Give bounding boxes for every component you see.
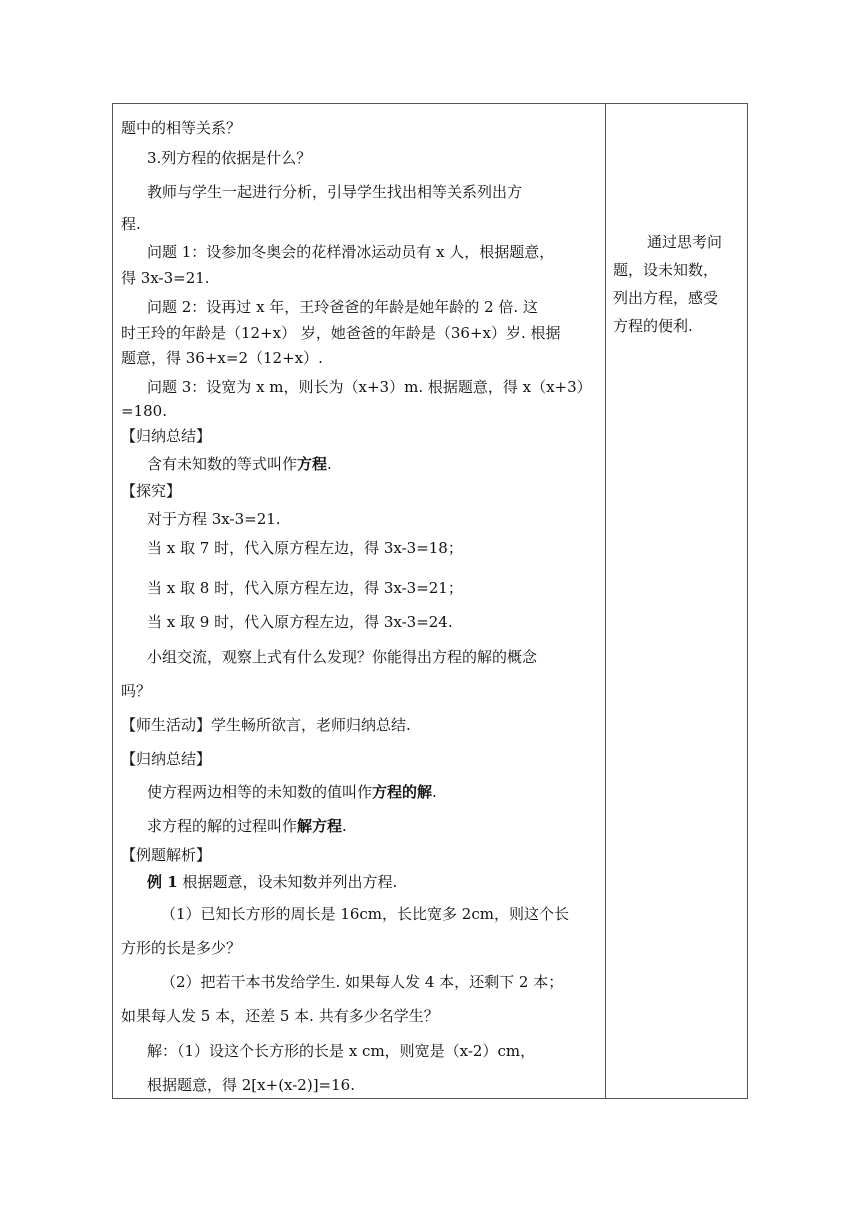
section-heading: 【探究】 bbox=[121, 482, 182, 500]
side-note-line: 方程的便利. bbox=[613, 317, 693, 335]
definition-line: 使方程两边相等的未知数的值叫作方程的解. bbox=[147, 783, 437, 801]
text-line: 当 x 取 9 时，代入原方程左边，得 3x-3=24. bbox=[147, 613, 453, 631]
text-line: 【师生活动】学生畅所欲言，老师归纳总结. bbox=[121, 716, 411, 734]
definition-line: 含有未知数的等式叫作方程. bbox=[147, 455, 332, 473]
text-line: 根据题意，得 2[x+(x-2)]=16. bbox=[147, 1076, 355, 1094]
side-note-line: 题，设未知数， bbox=[613, 261, 719, 279]
text-line: （1）已知长方形的周长是 16cm，长比宽多 2cm，则这个长 bbox=[161, 905, 569, 923]
example-label: 例 1 bbox=[147, 873, 178, 891]
text-line: 当 x 取 7 时，代入原方程左边，得 3x-3=18； bbox=[147, 539, 463, 557]
text-line: =180. bbox=[121, 402, 167, 420]
term-solution: 方程的解 bbox=[372, 783, 433, 801]
example-line: 例 1 根据题意，设未知数并列出方程. bbox=[147, 873, 398, 891]
side-note-line: 列出方程，感受 bbox=[613, 289, 719, 307]
text-line: 小组交流，观察上式有什么发现？你能得出方程的解的概念 bbox=[147, 648, 538, 666]
text-line: 程. bbox=[121, 215, 141, 233]
lesson-table bbox=[112, 103, 748, 1099]
text-line: 当 x 取 8 时，代入原方程左边，得 3x-3=21； bbox=[147, 579, 463, 597]
text-line: 问题 2：设再过 x 年，王玲爸爸的年龄是她年龄的 2 倍. 这 bbox=[147, 298, 538, 316]
text-line: 题中的相等关系？ bbox=[121, 119, 242, 137]
term-solving: 解方程 bbox=[297, 817, 343, 835]
term-equation: 方程 bbox=[297, 455, 328, 473]
section-heading: 【例题解析】 bbox=[121, 846, 212, 864]
text-line: 如果每人发 5 本，还差 5 本. 共有多少名学生？ bbox=[121, 1007, 439, 1025]
text-line: （2）把若干本书发给学生. 如果每人发 4 本，还剩下 2 本； bbox=[161, 973, 564, 991]
text-line: 方形的长是多少？ bbox=[121, 939, 242, 957]
text-line: 吗？ bbox=[121, 682, 152, 700]
text-line: 教师与学生一起进行分析，引导学生找出相等关系列出方 bbox=[147, 183, 523, 201]
text-line: 对于方程 3x-3=21. bbox=[147, 510, 281, 528]
text-line: 解：（1）设这个长方形的长是 x cm，则宽是（x-2）cm， bbox=[147, 1042, 536, 1060]
text-line: 题意，得 36+x=2（12+x）. bbox=[121, 349, 323, 367]
definition-line: 求方程的解的过程叫作解方程. bbox=[147, 817, 347, 835]
text-line: 时王玲的年龄是（12+x） 岁，她爸爸的年龄是（36+x）岁. 根据 bbox=[121, 324, 561, 342]
text-line: 得 3x-3=21. bbox=[121, 269, 210, 287]
section-heading: 【归纳总结】 bbox=[121, 750, 212, 768]
text-line: 问题 1：设参加冬奥会的花样滑冰运动员有 x 人，根据题意， bbox=[147, 243, 555, 261]
text-line: 3.列方程的依据是什么？ bbox=[147, 149, 312, 167]
section-heading: 【归纳总结】 bbox=[121, 427, 212, 445]
side-note-line: 通过思考问 bbox=[647, 233, 723, 251]
column-divider bbox=[605, 104, 606, 1098]
text-line: 问题 3：设宽为 x m，则长为（x+3）m. 根据题意，得 x（x+3） bbox=[147, 378, 592, 396]
